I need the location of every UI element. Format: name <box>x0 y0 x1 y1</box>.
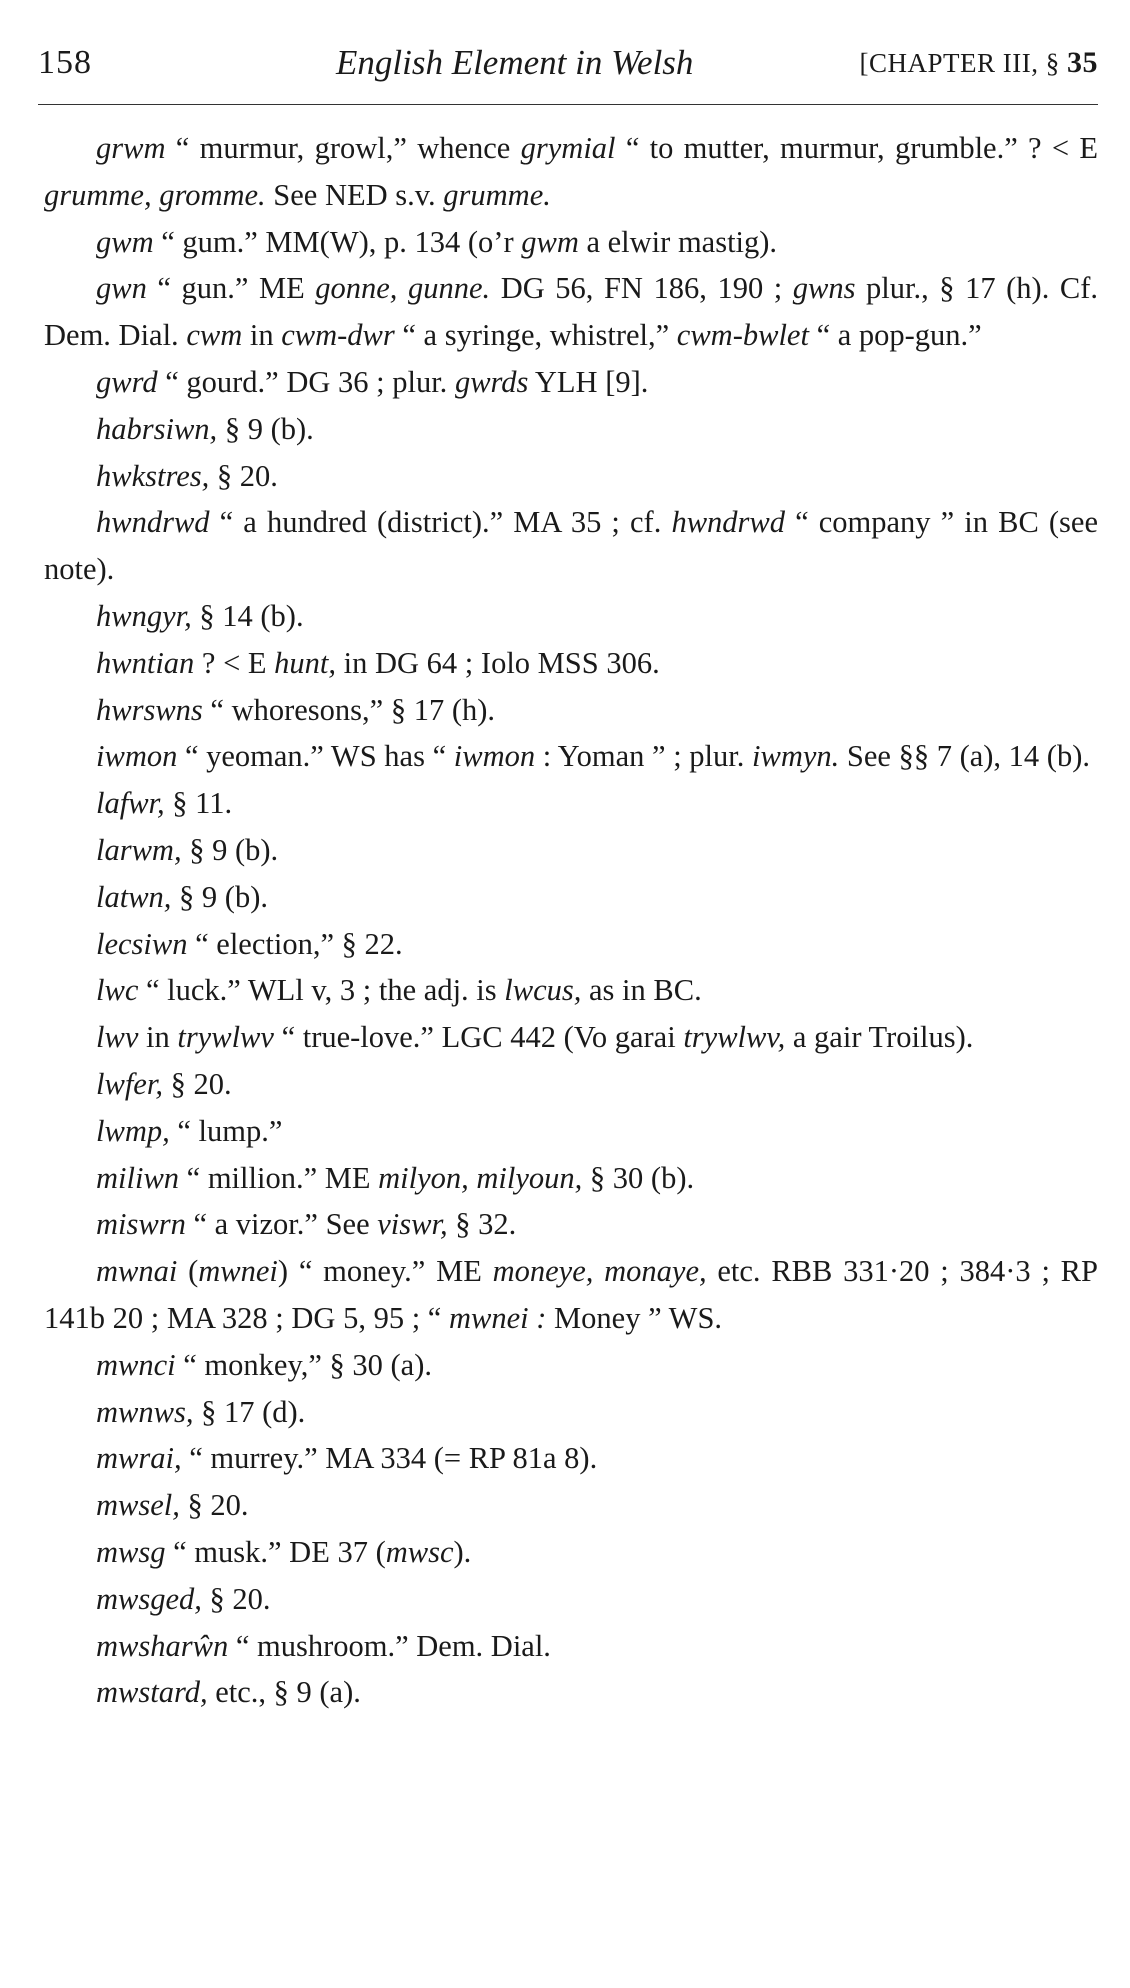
glossary-entry: lwfer, § 20. <box>96 1066 232 1101</box>
running-header <box>38 38 1098 88</box>
glossary-entry: hwngyr, § 14 (b). <box>96 598 304 633</box>
glossary-entries <box>44 125 1098 1716</box>
glossary-entry: iwmon “ yeoman.” WS has “ iwmon : Yoman ” ; plur. iwmyn. See §§ 7 (a), 14 (b). <box>96 739 1090 774</box>
glossary-entry: gwm “ gum.” MM(W), p. 134 (o’r gwm a elwir mastig). <box>96 224 778 259</box>
glossary-entry: lwv in trywlwv “ true-love.” LGC 442 (Vo garai trywlwv, a gair Troilus). <box>96 1020 974 1055</box>
glossary-entry: lwmp, “ lump.” <box>96 1113 283 1148</box>
glossary-entry: larwm, § 9 (b). <box>96 832 279 867</box>
glossary-entry: gwrd “ gourd.” DG 36 ; plur. gwrds YLH [9]. <box>96 364 649 399</box>
chapter-reference <box>860 38 1098 88</box>
glossary-entry: hwntian ? < E hunt, in DG 64 ; Iolo MSS 306. <box>96 645 660 680</box>
glossary-entry: miliwn “ million.” ME milyon, milyoun, § 30 (b). <box>96 1160 695 1195</box>
glossary-entry: mwsg “ musk.” DE 37 (mwsc). <box>96 1534 472 1569</box>
glossary-entry: lecsiwn “ election,” § 22. <box>96 926 403 961</box>
page-number: 158 <box>38 44 92 81</box>
chapter-prefix: [CHAPTER III, § <box>859 48 1067 78</box>
glossary-entry: grwm “ murmur, growl,” whence grymial “ to mutter, murmur, grumble.” ? < E grumme, gromme. See NED s.v. grumme. <box>44 131 1098 212</box>
glossary-entry: lafwr, § 11. <box>96 786 233 821</box>
glossary-entry: mwsharŵn “ mushroom.” Dem. Dial. <box>96 1628 551 1663</box>
glossary-entry: mwsel, § 20. <box>96 1488 249 1523</box>
glossary-entry: mwrai, “ murrey.” MA 334 (= RP 81a 8). <box>96 1441 598 1476</box>
glossary-entry: hwrswns “ whoresons,” § 17 (h). <box>96 692 496 727</box>
header-rule <box>38 104 1098 105</box>
glossary-entry: lwc “ luck.” WLl v, 3 ; the adj. is lwcus, as in BC. <box>96 973 702 1008</box>
section-number: 35 <box>1067 46 1098 79</box>
glossary-entry: latwn, § 9 (b). <box>96 879 268 914</box>
glossary-entry: miswrn “ a vizor.” See viswr, § 32. <box>96 1207 517 1242</box>
glossary-entry: mwstard, etc., § 9 (a). <box>96 1675 361 1710</box>
glossary-entry: hwndrwd “ a hundred (district).” MA 35 ; cf. hwndrwd “ company ” in BC (see note). <box>44 505 1098 587</box>
glossary-entry: mwsged, § 20. <box>96 1581 271 1616</box>
glossary-entry: mwnci “ monkey,” § 30 (a). <box>96 1347 432 1382</box>
running-title: English Element in Welsh <box>336 43 694 82</box>
glossary-entry: gwn “ gun.” ME gonne, gunne. DG 56, FN 186, 190 ; gwns plur., § 17 (h). Cf. Dem. Dial. cwm in cwm-dwr “ a syringe, whistrel,” cwm-bwlet “ a pop-gun.” <box>44 271 1099 353</box>
glossary-entry: habrsiwn, § 9 (b). <box>96 411 314 446</box>
glossary-entry: mwnai (mwnei) “ money.” ME moneye, monaye, etc. RBB 331·20 ; 384·3 ; RP 141b 20 ; MA 328 ; DG 5, 95 ; “ mwnei : Money ” WS. <box>44 1254 1098 1335</box>
glossary-entry: hwkstres, § 20. <box>96 458 278 493</box>
glossary-entry: mwnws, § 17 (d). <box>96 1394 306 1429</box>
